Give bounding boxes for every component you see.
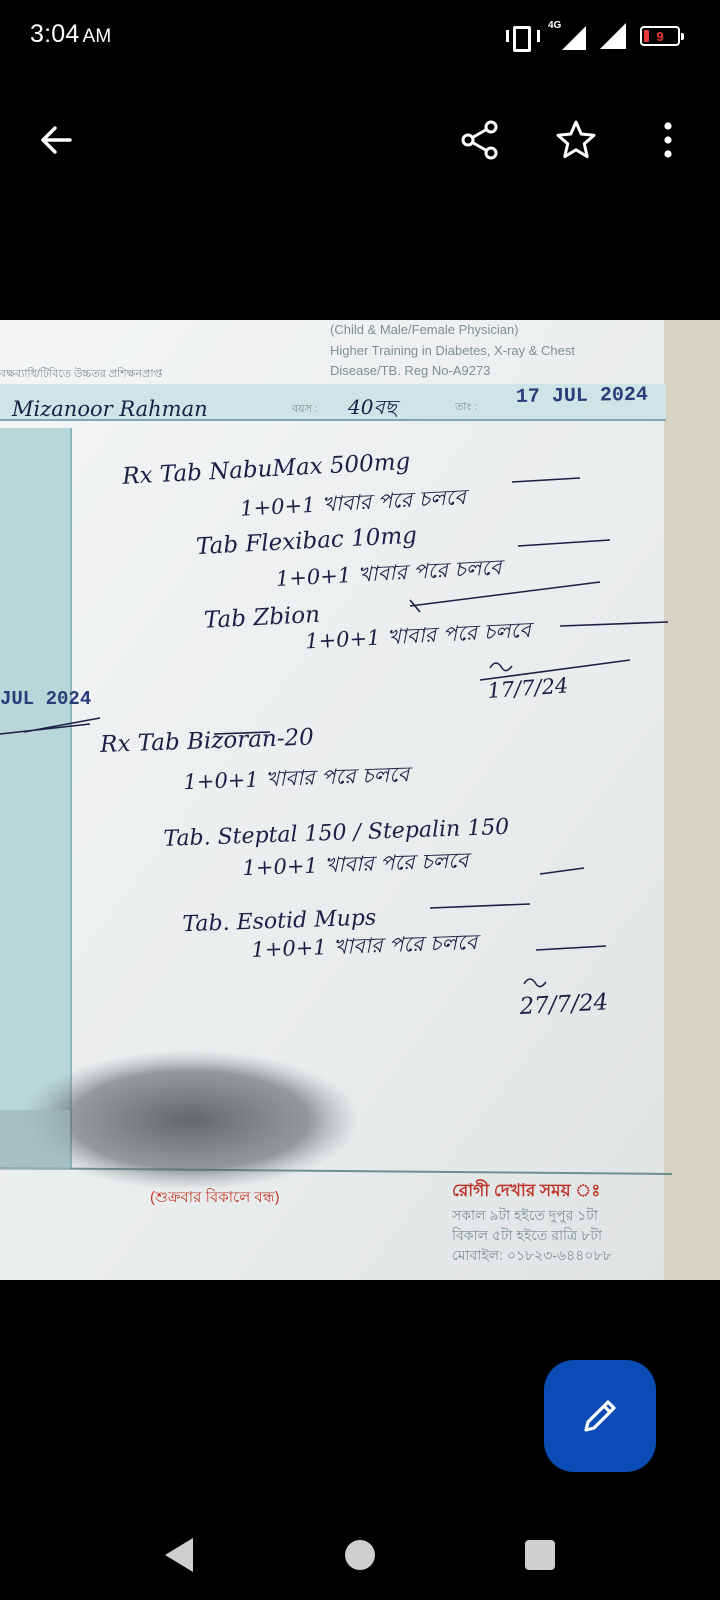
- nav-recents-icon: [525, 1540, 555, 1570]
- share-button[interactable]: [450, 110, 510, 170]
- status-time: [30, 20, 111, 49]
- prescription-photo[interactable]: [0, 320, 720, 1280]
- closed-notice: (শুক্রবার বিকালে বন্ধ): [150, 1189, 280, 1206]
- app-bar: [0, 100, 720, 180]
- favorite-button[interactable]: [546, 110, 606, 170]
- signal-4g-icon: [548, 22, 586, 50]
- more-options-button[interactable]: [638, 110, 698, 170]
- rx2-line-1: Rx Tab Bizoran-20: [99, 724, 315, 758]
- hours-title: রোগী দেখার সময় ঃ: [452, 1181, 601, 1200]
- doctor-info-line-2: Higher Training in Diabetes, X-ray & Chest: [330, 343, 575, 358]
- rx1-date: 17/7/24: [486, 673, 570, 703]
- nav-home-button[interactable]: [325, 1525, 395, 1585]
- battery-level: 9: [656, 28, 664, 44]
- nav-recents-button[interactable]: [505, 1525, 575, 1585]
- prescription-image: [0, 320, 720, 1280]
- left-header-fragment: বক্ষব্যাধি/টিবিতে উচ্চতর প্রশিক্ষনপ্রাপ্ত: [0, 368, 163, 380]
- age-value: 40বছ: [348, 395, 397, 419]
- rx2-line-6: 1+0+1 খাবার পরে চলবে: [250, 929, 478, 962]
- battery-icon: [640, 26, 680, 46]
- more-vertical-icon: [658, 120, 678, 160]
- patient-name: Mizanoor Rahman: [12, 397, 208, 421]
- rx2-line-5: Tab. Esotid Mups: [182, 905, 377, 938]
- rx1-line-4: 1+0+1 খাবার পরে চলবে: [275, 555, 503, 591]
- rx2-date: 27/7/24: [518, 989, 609, 1020]
- rx2-line-4: 1+0+1 খাবার পরে চলবে: [242, 848, 469, 881]
- nav-home-icon: [345, 1540, 375, 1570]
- share-icon: [458, 118, 502, 162]
- back-button[interactable]: [26, 110, 86, 170]
- hours-line-3: মোবাইল: ০১৮২৩-৬৪৪০৮৮: [452, 1247, 612, 1263]
- status-ampm: AM: [82, 26, 112, 47]
- edit-fab-button[interactable]: [544, 1360, 656, 1472]
- rx2-line-3: Tab. Steptal 150 / Stepalin 150: [163, 814, 510, 852]
- vibrate-icon: [506, 24, 534, 48]
- nav-back-icon: [165, 1538, 193, 1572]
- navigation-bar: [0, 1505, 720, 1600]
- status-time-text: 3:04: [30, 20, 80, 48]
- rx2-line-2: 1+0+1 খাবার পরে চলবে: [183, 762, 410, 795]
- rx1-line-5: Tab Zbion: [203, 601, 321, 634]
- date-stamp: 17 JUL 2024: [515, 383, 649, 409]
- signal-icon: [600, 23, 626, 49]
- date-label: তাং :: [455, 401, 478, 413]
- doctor-info-line-1: (Child & Male/Female Physician): [330, 322, 519, 337]
- pencil-icon: [578, 1394, 622, 1438]
- rx1-line-2: 1+0+1 খাবার পরে চলবে: [239, 484, 467, 521]
- side-date-stamp: JUL 2024: [0, 688, 92, 710]
- status-bar: [0, 0, 720, 72]
- status-icons: [506, 20, 680, 52]
- rx1-line-3: Tab Flexibac 10mg: [195, 522, 418, 561]
- age-label: বয়স :: [292, 403, 318, 415]
- hours-line-1: সকাল ৯টা হইতে দুপুর ১টা: [452, 1207, 598, 1223]
- doctor-info-line-3: Disease/TB. Reg No-A9273: [330, 363, 491, 378]
- nav-back-button[interactable]: [144, 1525, 214, 1585]
- star-outline-icon: [554, 118, 598, 162]
- network-label: 4G: [548, 20, 562, 31]
- back-arrow-icon: [36, 120, 76, 160]
- hours-line-2: বিকাল ৫টা হইতে রাত্রি ৮টা: [452, 1227, 603, 1243]
- rx1-line-1: Rx Tab NabuMax 500mg: [121, 448, 411, 490]
- rx1-line-6: 1+0+1 খাবার পরে চলবে: [304, 617, 532, 654]
